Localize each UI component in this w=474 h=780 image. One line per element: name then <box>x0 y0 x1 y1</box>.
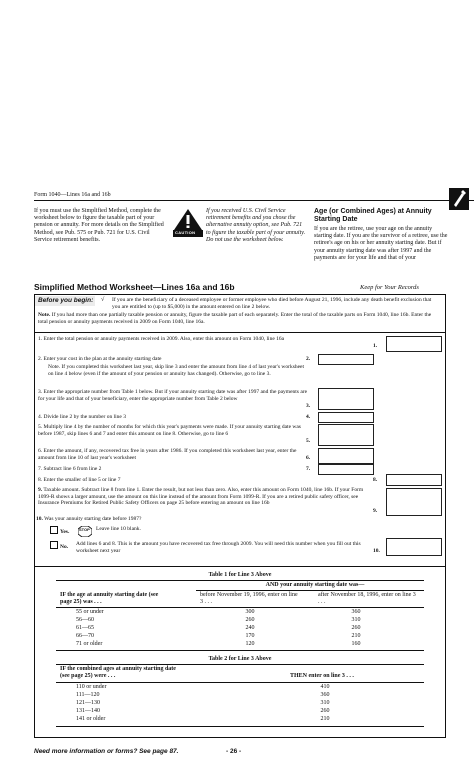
table-2-row-age: 110 or under <box>76 684 107 690</box>
line-9-ref: 9. <box>373 508 378 514</box>
yes-text: Leave line 10 blank. <box>96 526 141 532</box>
note-text: Note. If you had more than one partially taxable pension or annuity, figure the taxable part of each separately. Enter the total of the taxable parts on Form 1040, line 16b. Enter the total pension or annuity payments received in 2009 on Form 1040, line 16a. <box>38 312 432 325</box>
table-2-row-value: 410 <box>320 684 330 690</box>
line-8-ref: 8. <box>373 477 378 483</box>
yes-option: Yes. <box>50 526 69 536</box>
line-2-amount[interactable] <box>318 354 374 365</box>
line-5-amount[interactable] <box>318 424 374 446</box>
table-1-row-age: 61—65 <box>76 625 94 631</box>
line-5: 5. Multiply line 4 by the number of months for which this year's payments were made. If your annuity starting date was before 1987, skip lines 6 and 7 and enter this amount on line 8. Otherwise, go to line 6 <box>38 424 301 437</box>
before-you-begin-label: Before you begin: <box>38 297 94 304</box>
caution-label: CAUTION <box>175 230 196 235</box>
no-text: Add lines 6 and 8. This is the amount you have recovered tax free through 2009. You will need this number when you fill out this worksheet next year <box>76 541 361 554</box>
line-10-ref: 10. <box>373 548 380 554</box>
table-1-row-before: 240 <box>245 625 255 631</box>
table-1-row-before: 120 <box>245 641 255 647</box>
intro-column-1: If you must use the Simplified Method, complete the worksheet below to figure the taxable part of your pension or annuity. For more details on the Simplified Method, see Pub. 575 or Pub. 721 for U.S. Civil Service retirement benefits. <box>34 208 164 243</box>
line-9: 9. Taxable amount. Subtract line 8 from line 1. Enter the result, but not less than zero. Also, enter this amount on Form 1040, line 16b. If your Form 1099-R shows a larger amount, use the amount on this line instead of the amount from Form 1099-R. If you are a retired public safety officer, see Insurance Premiums for Retired Public Safety Officers on page 25 before entering an amount on line 16b <box>38 487 364 507</box>
line-10-amount[interactable] <box>386 538 442 556</box>
before-rule <box>34 332 446 333</box>
table-2-row-value: 210 <box>320 716 330 722</box>
line-2-note: Note. If you completed this worksheet last year, skip line 3 and enter the amount from line 4 of last year's worksheet on line 4 below (even if the amount of your pension or annuity has changed). Otherwise, go to line 3. <box>48 364 304 377</box>
line-1: 1. Enter the total pension or annuity payments received in 2009. Also, enter this amount on Form 1040, line 16a <box>38 336 285 342</box>
worksheet-title: Simplified Method Worksheet—Lines 16a and 16b <box>34 282 235 292</box>
line-7-amount[interactable] <box>318 464 374 475</box>
line-3: 3. Enter the appropriate number from Table 1 below. But if your annuity starting date was after 1997 and the payments are for your life and that of your beneficiary, enter the appropriate number from Table 2 below <box>38 389 308 402</box>
line-5-ref: 5. <box>306 438 311 444</box>
table-2-title-rule <box>56 664 424 665</box>
line-6-amount[interactable] <box>318 448 374 464</box>
page-number: - 26 - <box>226 748 242 755</box>
table-1-row-after: 210 <box>351 633 361 639</box>
line-9-amount[interactable] <box>386 488 442 516</box>
table-1-super-header: AND your annuity starting date was— <box>265 582 365 588</box>
table-2-row-age: 111—120 <box>76 692 100 698</box>
worksheet-top-rule <box>34 294 446 295</box>
table-2-bottom-rule <box>56 726 424 727</box>
table-2-row-value: 310 <box>320 700 330 706</box>
table-1-title-rule <box>56 580 424 581</box>
line-6: 6. Enter the amount, if any, recovered tax free in years after 1986. If you completed this worksheet last year, enter the amount from line 10 of last year's worksheet <box>38 448 297 461</box>
table-1-row-after: 360 <box>351 609 361 615</box>
table-1-row-after: 260 <box>351 625 361 631</box>
line-6-ref: 6. <box>306 455 311 461</box>
table-1-row-age: 71 or older <box>76 641 103 647</box>
table-1-col-after: after November 18, 1996, enter on line 3 . . . <box>318 592 416 606</box>
table-1-header-rule <box>56 607 424 608</box>
table-1-title: Table 1 for Line 3 Above <box>208 572 272 578</box>
line-8: 8. Enter the smaller of line 5 or line 7 <box>38 477 121 483</box>
table-2-header-rule <box>56 682 424 683</box>
line-7: 7. Subtract line 6 from line 2 <box>38 466 102 472</box>
table-2-col-age: IF the combined ages at annuity starting date (see page 25) were . . . <box>60 666 176 680</box>
need-more-info: Need more information or forms? See page 87. <box>34 748 179 755</box>
line-2: 2. Enter your cost in the plan at the annuity starting date <box>38 356 162 362</box>
table-1-row-before: 260 <box>245 617 255 623</box>
line-10: 10. Was your annuity starting date before 1987? <box>36 516 142 522</box>
line-8-amount[interactable] <box>386 474 442 486</box>
table-2-row-age: 121—130 <box>76 700 100 706</box>
table-1-col-age: IF the age at annuity starting date (see page 25) was . . . <box>60 592 159 606</box>
table-2-title: Table 2 for Line 3 Above <box>208 656 272 662</box>
table-1-row-age: 66—70 <box>76 633 94 639</box>
intro-column-3-title: Age (or Combined Ages) at Annuity Starting Date <box>314 208 432 223</box>
line-1-amount[interactable] <box>386 336 442 352</box>
line-3-amount[interactable] <box>318 388 374 410</box>
no-option: No. <box>50 541 68 551</box>
table-1-row-after: 160 <box>351 641 361 647</box>
table-1-super-rule <box>196 590 424 591</box>
line-2-ref: 2. <box>306 356 311 362</box>
table-1-row-before: 300 <box>245 609 255 615</box>
header-rule <box>34 200 474 201</box>
table-1-row-before: 170 <box>245 633 255 639</box>
worksheet-lines-rule <box>34 566 446 567</box>
table-1-row-after: 310 <box>351 617 361 623</box>
line-3-ref: 3. <box>306 403 311 409</box>
no-checkbox[interactable] <box>50 541 58 549</box>
table-2-row-age: 141 or older <box>76 716 106 722</box>
table-2-col-value: THEN enter on line 3 . . . <box>290 673 354 679</box>
table-1-bottom-rule <box>56 650 424 651</box>
pen-icon <box>449 188 469 210</box>
intro-column-2: If you received U.S. Civil Service retirement benefits and you chose the alternative annuity option, see Pub. 721 to figure the taxable part of your annuity. Do not use the worksheet below. <box>206 208 306 243</box>
table-2-row-age: 131—140 <box>76 708 100 714</box>
yes-checkbox[interactable] <box>50 526 58 534</box>
table-1-row-age: 55 or under <box>76 609 104 615</box>
table-2-row-value: 360 <box>320 692 330 698</box>
form-reference: Form 1040—Lines 16a and 16b <box>34 192 111 198</box>
line-7-ref: 7. <box>306 466 311 472</box>
stop-label: STOP <box>79 526 90 532</box>
checkmark: √ <box>101 297 105 303</box>
table-1-row-age: 56—60 <box>76 617 94 623</box>
line-1-ref: 1. <box>373 343 378 349</box>
table-2-row-value: 260 <box>320 708 330 714</box>
before-you-begin-text: If you are the beneficiary of a deceased employee or former employee who died before August 21, 1996, include any death benefit exclusion that you are entitled to (up to $5,000) in the amount entered on line 2 below. <box>112 297 432 310</box>
line-4-ref: 4. <box>306 414 311 420</box>
keep-for-records: Keep for Your Records <box>360 284 419 291</box>
intro-column-3: If you are the retiree, use your age on the annuity starting date. If you are the survivor of a retiree, use the retiree's age on his or her annuity starting date. But if your annuity starting date was after 1997 and the payments are for your life and that of your <box>314 226 448 261</box>
line-4-amount[interactable] <box>318 412 374 423</box>
table-1-col-before: before November 19, 1996, enter on line 3 . . . <box>200 592 298 606</box>
line-4: 4. Divide line 2 by the number on line 3 <box>38 414 126 420</box>
